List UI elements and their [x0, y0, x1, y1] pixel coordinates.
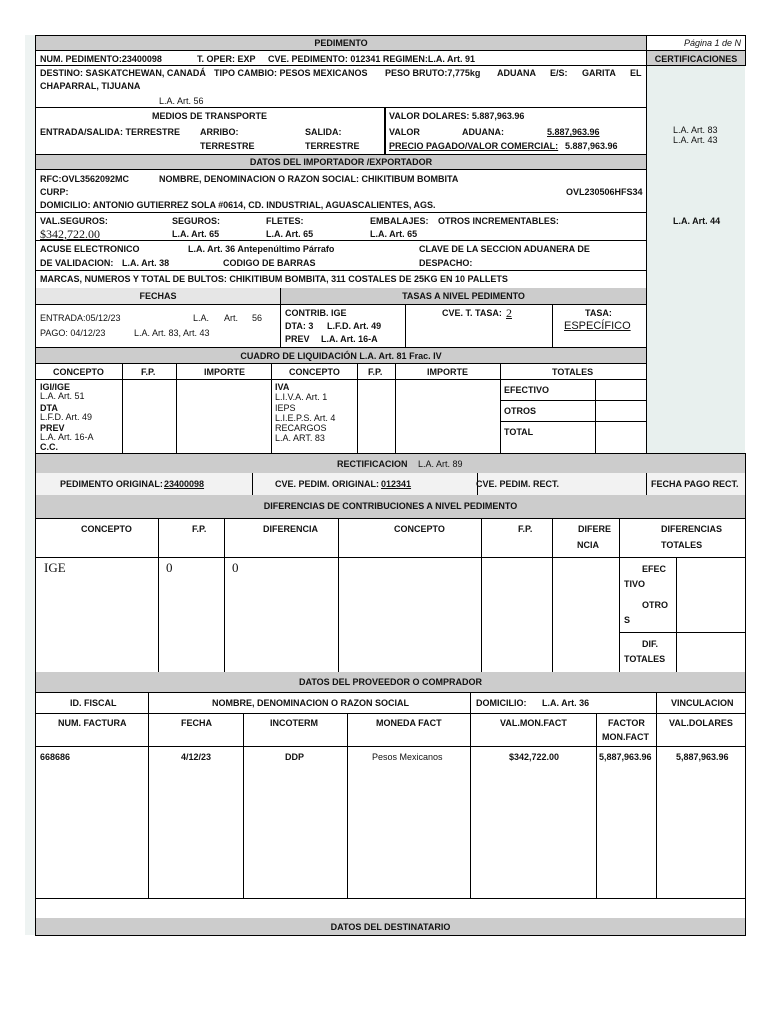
embalajes-label: EMBALAJES: [370, 216, 429, 226]
fechas-block [35, 304, 280, 348]
liq-divider [122, 363, 123, 453]
dif-col-ncia: NCIA [577, 540, 599, 550]
liq-col-importe-2: IMPORTE [427, 367, 469, 377]
fecha-pago: PAGO: 04/12/23 [40, 328, 106, 338]
certificaciones-title: CERTIFICACIONES [654, 54, 738, 64]
pedimento-header [35, 35, 647, 51]
dif-totales-1: DIF. [642, 639, 659, 649]
dif-divider [158, 518, 159, 672]
prov-col-factor-2: MON.FACT [602, 732, 649, 742]
acuse-art: L.A. Art. 36 Antepenúltimo Párrafo [188, 244, 335, 254]
diferencias-title: DIFERENCIAS DE CONTRIBUCIONES A NIVEL PEDIMENTO [263, 501, 518, 511]
liq-col-concepto: CONCEPTO [53, 367, 104, 377]
liq-left-name: DTA [40, 403, 58, 413]
entrada-art: Art. [224, 313, 239, 323]
proveedor-title: DATOS DEL PROVEEDOR O COMPRADOR [298, 677, 483, 687]
liq-col-fp-2: F.P. [368, 367, 383, 377]
tasas-divider-1 [405, 304, 406, 347]
rectificacion-art: L.A. Art. 89 [418, 459, 463, 469]
marcas-block [35, 270, 647, 289]
otros: OTROS [504, 406, 537, 416]
fecha-pago-rect: FECHA PAGO RECT. [651, 479, 739, 489]
liq-right-name: IVA [275, 382, 290, 392]
dif-col-difere: DIFERE [578, 524, 612, 534]
liq-right-name: IEPS [275, 403, 296, 413]
prov-col-incoterm: INCOTERM [270, 718, 318, 728]
liq-col-totales: TOTALES [552, 367, 594, 377]
liq-left-name: PREV [40, 423, 65, 433]
tasas-title: TASAS A NIVEL PEDIMENTO [402, 291, 525, 301]
entrada-salida: ENTRADA/SALIDA: TERRESTRE [40, 127, 181, 137]
prov-row-fecha: 4/12/23 [181, 752, 212, 762]
efectivo: EFECTIVO [504, 385, 550, 395]
tasas-header [280, 288, 647, 305]
destinatario-title: DATOS DEL DESTINATARIO [330, 922, 451, 932]
chaparral: CHAPARRAL, TIJUANA [40, 81, 141, 91]
transporte-left [35, 108, 385, 155]
liq-divider [176, 363, 177, 453]
dif-col-fp: F.P. [192, 524, 207, 534]
el-label: EL [630, 68, 642, 78]
liq-right-name: RECARGOS [275, 423, 327, 433]
tipo-cambio: TIPO CAMBIO: PESOS MEXICANOS [214, 68, 368, 78]
valores-block [35, 212, 647, 241]
tasa-value: ESPECÍFICO [564, 320, 631, 332]
dif-divider [224, 518, 225, 672]
prov-col-val-dol: VAL.DOLARES [669, 718, 733, 728]
prov-col-fecha: FECHA [181, 718, 212, 728]
prov-divider [596, 714, 597, 898]
cve-tasa-label: CVE. T. TASA: [442, 308, 502, 318]
destinatario-header [35, 918, 746, 936]
dif-row-fp: 0 [166, 560, 173, 575]
liq-left-art: L.A. Art. 51 [40, 391, 85, 401]
proveedor-table [35, 692, 746, 899]
dta-art: L.F.D. Art. 49 [327, 321, 382, 331]
clave-seccion: CLAVE DE LA SECCION ADUANERA DE [419, 244, 590, 254]
liquidacion-table [35, 363, 647, 454]
rectificacion-title: RECTIFICACION [337, 459, 408, 469]
entrada-la: L.A. [193, 313, 210, 323]
liq-right-art: L.A. ART. 83 [275, 433, 325, 443]
cve-rect-label: CVE. PEDIM. RECT. [476, 479, 560, 489]
liquidacion-header [35, 347, 647, 364]
fechas-title: FECHAS [139, 291, 177, 301]
dif-efectivo-2: TIVO [624, 579, 646, 589]
salida-label: SALIDA: [305, 127, 342, 137]
liq-col-concepto-2: CONCEPTO [289, 367, 340, 377]
diferencias-table [35, 518, 746, 673]
dif-row-diferencia: 0 [232, 560, 239, 575]
prov-divider [470, 714, 471, 898]
liquidacion-title: CUADRO DE LIQUIDACIÓN L.A. Art. 81 Frac. IV [240, 351, 442, 361]
seguros-label: SEGUROS: [172, 216, 221, 226]
dta: DTA: 3 [285, 321, 314, 331]
precio-pagado-value: 5.887,963.96 [565, 141, 618, 151]
garita-label: GARITA [582, 68, 616, 78]
transporte-divider [385, 108, 386, 155]
dif-divider [481, 518, 482, 672]
prov-row-val-dol: 5,887,963.96 [676, 752, 729, 762]
prov-col-num-factura: NUM. FACTURA [58, 718, 127, 728]
entrada-num: 56 [252, 313, 263, 323]
fletes-art: L.A. Art. 65 [266, 229, 314, 239]
prov-col-factor-1: FACTOR [608, 718, 645, 728]
validacion-art: L.A. Art. 38 [122, 258, 170, 268]
dif-col-fp-2: F.P. [518, 524, 533, 534]
dif-col-totales-1: DIFERENCIAS [661, 524, 723, 534]
prov-divider [148, 692, 149, 714]
fletes-label: FLETES: [266, 216, 304, 226]
dif-col-concepto-2: CONCEPTO [394, 524, 445, 534]
cert-note-43: L.A. Art. 43 [673, 135, 718, 145]
nombre-importador: NOMBRE, DENOMINACION O RAZON SOCIAL: CHIKITIBUM BOMBITA [159, 174, 459, 184]
page-number: Página 1 de N [683, 38, 741, 48]
prov-divider [243, 714, 244, 898]
prov-domicilio: DOMICILIO: [476, 698, 527, 708]
prov-vinculacion: VINCULACION [671, 698, 734, 708]
prov-divider [470, 692, 471, 714]
certificaciones-header [646, 50, 746, 66]
proveedor-header [35, 672, 746, 693]
tipo-operacion: T. OPER: EXP [197, 54, 256, 64]
valor-dolares: VALOR DOLARES: 5.887,963.96 [389, 111, 525, 121]
destino: DESTINO: SASKATCHEWAN, CANADÁ [40, 68, 206, 78]
pedimento-original-label: PEDIMENTO ORIGINAL: [60, 479, 163, 489]
rectificacion-row [35, 473, 746, 496]
seguros-art: L.A. Art. 65 [172, 229, 220, 239]
liq-col-fp: F.P. [141, 367, 156, 377]
es-label: E/S: [550, 68, 568, 78]
prov-nombre: NOMBRE, DENOMINACION O RAZON SOCIAL [212, 698, 409, 708]
cve-original-value: 012341 [381, 479, 412, 489]
liq-divider [271, 363, 272, 453]
liq-divider [395, 363, 396, 453]
aduana-label: ADUANA [497, 68, 536, 78]
dif-otros-1: OTRO [642, 600, 668, 610]
transporte-title: MEDIOS DE TRANSPORTE [152, 111, 268, 121]
importador-title: DATOS DEL IMPORTADOR /EXPORTADOR [249, 157, 433, 167]
prov-divider [347, 714, 348, 898]
dif-efectivo-1: EFEC [642, 564, 667, 574]
prov-row-incoterm: DDP [285, 752, 305, 762]
arribo-label: ARRIBO: [200, 127, 239, 137]
pago-art: L.A. Art. 83, Art. 43 [134, 328, 210, 338]
peso-bruto: PESO BRUTO:7,775kg [385, 68, 481, 78]
dif-totales-2: TOTALES [624, 654, 666, 664]
tasas-divider-2 [552, 304, 553, 347]
transporte-right [385, 108, 647, 155]
importador-header [35, 154, 647, 170]
domicilio: DOMICILIO: ANTONIO GUTIERREZ SOLA #0614, CD. INDUSTRIAL, AGUASCALIENTES, AGS. [40, 200, 436, 210]
prov-row-val-mon: $342,722.00 [509, 752, 560, 762]
pedimento-line [35, 50, 647, 66]
aduana-valor-label: ADUANA: [462, 127, 504, 137]
prov-row-factura: 668686 [40, 752, 71, 762]
otros-incrementables: OTROS INCREMENTABLES: [438, 216, 559, 226]
de-validacion: DE VALIDACION: [40, 258, 114, 268]
arribo-value: TERRESTRE [200, 141, 255, 151]
tasas-block [280, 304, 647, 348]
prov-row-moneda: Pesos Mexicanos [372, 752, 443, 762]
precio-pagado-label: PRECIO PAGADO/VALOR COMERCIAL: [389, 141, 559, 151]
liq-divider [357, 363, 358, 453]
importador-block [35, 169, 647, 213]
cert-note-44: L.A. Art. 44 [673, 216, 721, 226]
valor-label: VALOR [389, 127, 420, 137]
val-seguros-value: $342,722.00 [40, 227, 100, 241]
fechas-header [35, 288, 280, 305]
fecha-entrada: ENTRADA:05/12/23 [40, 313, 121, 323]
dif-col-concepto: CONCEPTO [81, 524, 132, 534]
despacho: DESPACHO: [419, 258, 473, 268]
dif-divider [338, 518, 339, 672]
cert-note-83: L.A. Art. 83 [673, 125, 718, 135]
proveedor-footer-row [35, 898, 746, 919]
salida-value: TERRESTRE [305, 141, 360, 151]
dif-col-diferencia: DIFERENCIA [263, 524, 319, 534]
prov-row-factor: 5,887,963.96 [599, 752, 652, 762]
dif-row-concepto: IGE [44, 560, 66, 575]
acuse-electronico: ACUSE ELECTRONICO [40, 244, 140, 254]
pedimento-original-value: 23400098 [164, 479, 205, 489]
dif-otros-2: S [624, 615, 631, 625]
liq-col-importe: IMPORTE [204, 367, 246, 377]
liq-left-art: L.A. Art. 16-A [40, 432, 94, 442]
prev-art: L.A. Art. 16-A [321, 334, 378, 344]
num-pedimento: NUM. PEDIMENTO:23400098 [40, 54, 162, 64]
dif-row-line [619, 558, 745, 633]
certifications-column [646, 65, 745, 454]
page-title: PEDIMENTO [314, 38, 368, 48]
prov-divider [656, 692, 657, 714]
liq-left-art: L.F.D. Art. 49 [40, 412, 93, 422]
diferencias-header [35, 495, 746, 519]
contrib-ige: CONTRIB. IGE [285, 308, 347, 318]
curp-value: OVL230506HFS34 [566, 187, 643, 197]
prov-domicilio-art: L.A. Art. 36 [542, 698, 590, 708]
destino-art: L.A. Art. 56 [159, 96, 204, 106]
rfc: RFC:OVL3562092MC [40, 174, 130, 184]
rectificacion-header [35, 453, 746, 474]
page-number-box [646, 35, 746, 51]
liq-right-art: L.I.V.A. Art. 1 [275, 392, 328, 402]
cve-tasa-value: 2 [506, 306, 512, 320]
cve-original-label: CVE. PEDIM. ORIGINAL: [275, 479, 380, 489]
liq-left-name: IGI/IGE [40, 382, 71, 392]
left-margin-strip [25, 35, 35, 935]
curp-label: CURP: [40, 187, 69, 197]
tasa-label: TASA: [585, 308, 612, 318]
prov-col-val-mon: VAL.MON.FACT [500, 718, 567, 728]
embalajes-art: L.A. Art. 65 [370, 229, 418, 239]
clave-pedimento: CVE. PEDIMENTO: 012341 REGIMEN:L.A. Art. 91 [268, 54, 476, 64]
total: TOTAL [504, 427, 534, 437]
valor-aduana: 5.887,963.96 [547, 127, 600, 137]
liq-right-art: L.I.E.P.S. Art. 4 [275, 413, 336, 423]
acuse-block [35, 240, 647, 271]
codigo-barras: CODIGO DE BARRAS [223, 258, 316, 268]
destino-block [35, 65, 647, 108]
prov-divider [656, 714, 657, 898]
dif-divider [552, 518, 553, 672]
dif-col-totales-2: TOTALES [661, 540, 703, 550]
marcas: MARCAS, NUMEROS Y TOTAL DE BULTOS: CHIKITIBUM BOMBITA, 311 COSTALES DE 25KG EN 10 PALLETS [40, 274, 508, 284]
liq-left-name: C.C. [40, 442, 58, 452]
prov-id-fiscal: ID. FISCAL [70, 698, 117, 708]
prov-divider [148, 714, 149, 898]
prev: PREV [285, 334, 310, 344]
prov-col-moneda: MONEDA FACT [376, 718, 442, 728]
val-seguros-label: VAL.SEGUROS: [40, 216, 108, 226]
